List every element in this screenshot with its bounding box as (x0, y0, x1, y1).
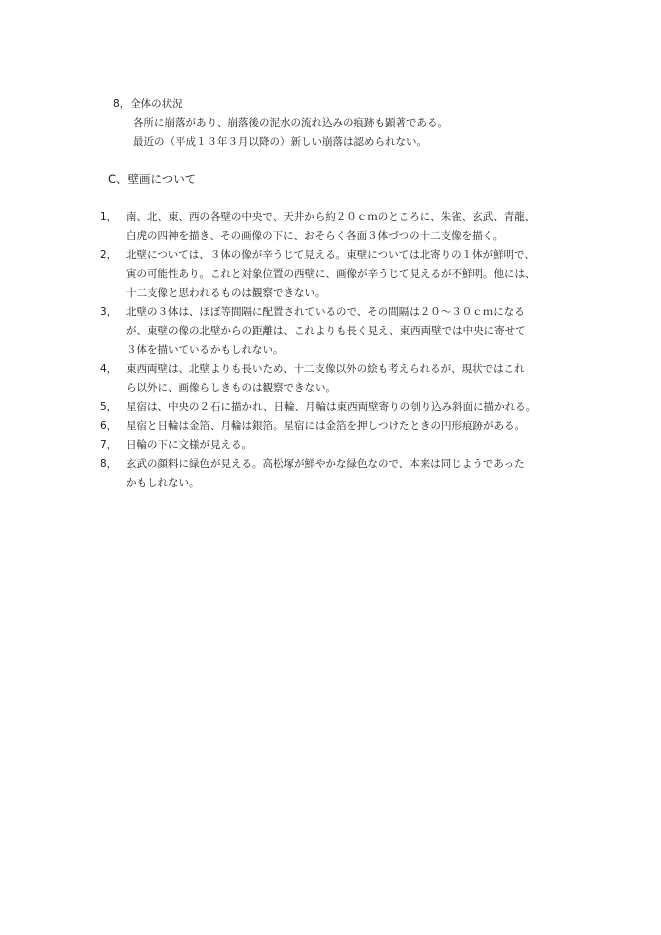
item-number: 8， (100, 458, 118, 470)
item-number: 5， (100, 401, 118, 413)
list-item (100, 436, 640, 455)
overall-status-heading: 8，全体の状況 (113, 98, 183, 110)
list-item (100, 208, 640, 246)
item-line: 寅の可能性あり。これと対象位置の西壁に、画像が辛うじて見えるが不鮮明。他には、 (126, 268, 536, 280)
item-line: かもしれない。 (126, 477, 200, 489)
list-item (100, 360, 640, 398)
mural-observation-list (100, 208, 640, 493)
item-line: ら以外に、画像らしきものは観察できない。 (126, 382, 336, 394)
item-line: 白虎の四神を描き、その画像の下に、おそらく各面３体づつの十二支像を描く。 (126, 230, 504, 242)
item-line: 東西両壁は、北壁よりも長いため、十二支像以外の絵も考えられるが、現状ではこれ (126, 363, 525, 375)
item-number: 6， (100, 420, 118, 432)
item-number: 4， (100, 363, 118, 375)
item-number: 3， (100, 306, 118, 318)
item-line: 日輪の下に文様が見える。 (126, 439, 252, 451)
item-number: 7， (100, 439, 118, 451)
mural-section-heading: C、壁画について (108, 172, 197, 186)
list-item (100, 455, 640, 493)
list-item (100, 246, 640, 303)
item-number: 2， (100, 249, 118, 261)
item-line: 十二支像と思われるものは観察できない。 (126, 287, 326, 299)
list-item (100, 303, 640, 360)
status-line: 最近の（平成１３年３月以降の）新しい崩落は認められない。 (133, 136, 427, 148)
item-line: 星宿は、中央の２石に描かれ、日輪、月輪は東西両壁寄りの刳り込み斜面に描かれる。 (126, 401, 537, 413)
list-item (100, 417, 640, 436)
item-line: 北壁の３体は、ほぼ等間隔に配置されているので、その間隔は２０～３０ｃｍになる (126, 306, 525, 318)
item-number: 1， (100, 211, 118, 223)
list-item (100, 398, 640, 417)
item-line: 北壁については、３体の像が辛うじて見える。東壁については北寄りの１体が鮮明で、 (126, 249, 535, 261)
item-line: 玄武の顔料に緑色が見える。高松塚が鮮やかな緑色なので、本来は同じようであった (126, 458, 525, 470)
item-line: 南、北、東、西の各壁の中央で、天井から約２０ｃｍのところに、朱雀、玄武、青龍、 (126, 211, 536, 223)
overall-status-section (113, 95, 633, 152)
status-line: 各所に崩落があり、崩落後の泥水の流れ込みの痕跡も顕著である。 (133, 117, 448, 129)
item-line: が、東壁の像の北壁からの距離は、これよりも長く見え、東西両壁では中央に寄せて (126, 325, 526, 337)
item-line: ３体を描いているかもしれない。 (126, 344, 284, 356)
item-line: 星宿と日輪は金箔、月輪は銀箔。星宿には金箔を押しつけたときの円形痕跡がある。 (126, 420, 525, 432)
